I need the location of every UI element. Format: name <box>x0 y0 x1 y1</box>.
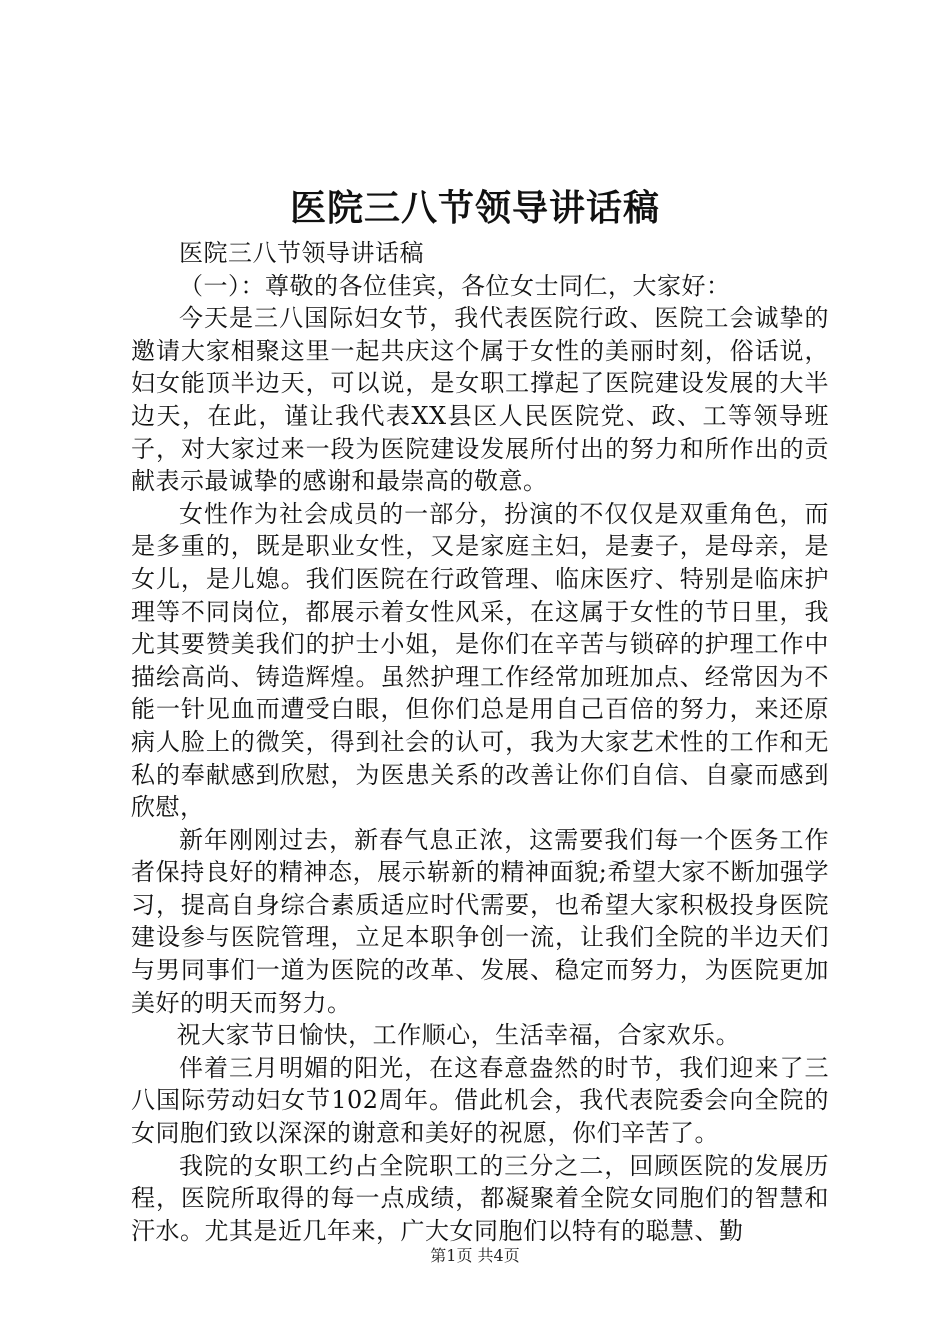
paragraph-greeting: （一）：尊敬的各位佳宾，各位女士同仁，大家好： <box>179 271 731 300</box>
page-number-footer: 第1页 共4页 <box>430 1246 520 1265</box>
paragraph-new-year: 新年刚刚过去，新春气息正浓，这需要我们每一个医务工作者保持良好的精神态，展示崭新的精神面貌;希望大家不断加强学习，提高自身综合素质适应时代需要，也希望大家积极投身医院建设参与医院管理，立足本职争创一流，让我们全院的半边天们与男同事们一道为医院的改革、发展、稳定而努力，为医院更加美好的明天而努力。 <box>131 825 829 1017</box>
paragraph-female-staff: 我院的女职工约占全院职工的三分之二，回顾医院的发展历程，医院所取得的每一点成绩，都凝聚着全院女同胞们的智慧和汗水。尤其是近几年来，广大女同胞们以特有的聪慧、勤 <box>131 1151 829 1245</box>
paragraph-march-sunshine: 伴着三月明媚的阳光，在这春意盎然的时节，我们迎来了三八国际劳动妇女节102周年。借此机会，我代表院委会向全院的女同胞们致以深深的谢意和美好的祝愿，你们辛苦了。 <box>131 1053 829 1148</box>
paragraph-subtitle: 医院三八节领导讲话稿 <box>179 239 424 267</box>
paragraph-women-roles: 女性作为社会成员的一部分，扮演的不仅仅是双重角色，而是多重的，既是职业女性，又是家庭主妇，是妻子，是母亲，是女儿，是儿媳。我们医院在行政管理、临床医疗、特别是临床护理等不同岗位，都展示着女性风采，在这属于女性的节日里，我尤其要赞美我们的护士小姐，是你们在辛苦与锁碎的护理工作中描绘高尚、铸造辉煌。虽然护理工作经常加班加点、经常因为不能一针见血而遭受白眼，但你们总是用自己百倍的努力，来还原病人脸上的微笑，得到社会的认可，我为大家艺术性的工作和无私的奉献感到欣慰，为医患关系的改善让你们自信、自豪而感到欣慰， <box>131 499 829 822</box>
document-body <box>131 237 829 1247</box>
document-title: 医院三八节领导讲话稿 <box>289 187 660 229</box>
paragraph-opening: 今天是三八国际妇女节，我代表医院行政、医院工会诚挚的邀请大家相聚这里一起共庆这个属于女性的美丽时刻，俗话说，妇女能顶半边天，可以说，是女职工撑起了医院建设发展的大半边天，在此，谨让我代表XX县区人民医院党、政、工等领导班子，对大家过来一段为医院建设发展所付出的努力和所作出的贡献表示最诚挚的感谢和最崇高的敬意。 <box>131 304 829 496</box>
paragraph-wishes: 祝大家节日愉快，工作顺心，生活幸福，合家欢乐。 <box>176 1021 741 1050</box>
